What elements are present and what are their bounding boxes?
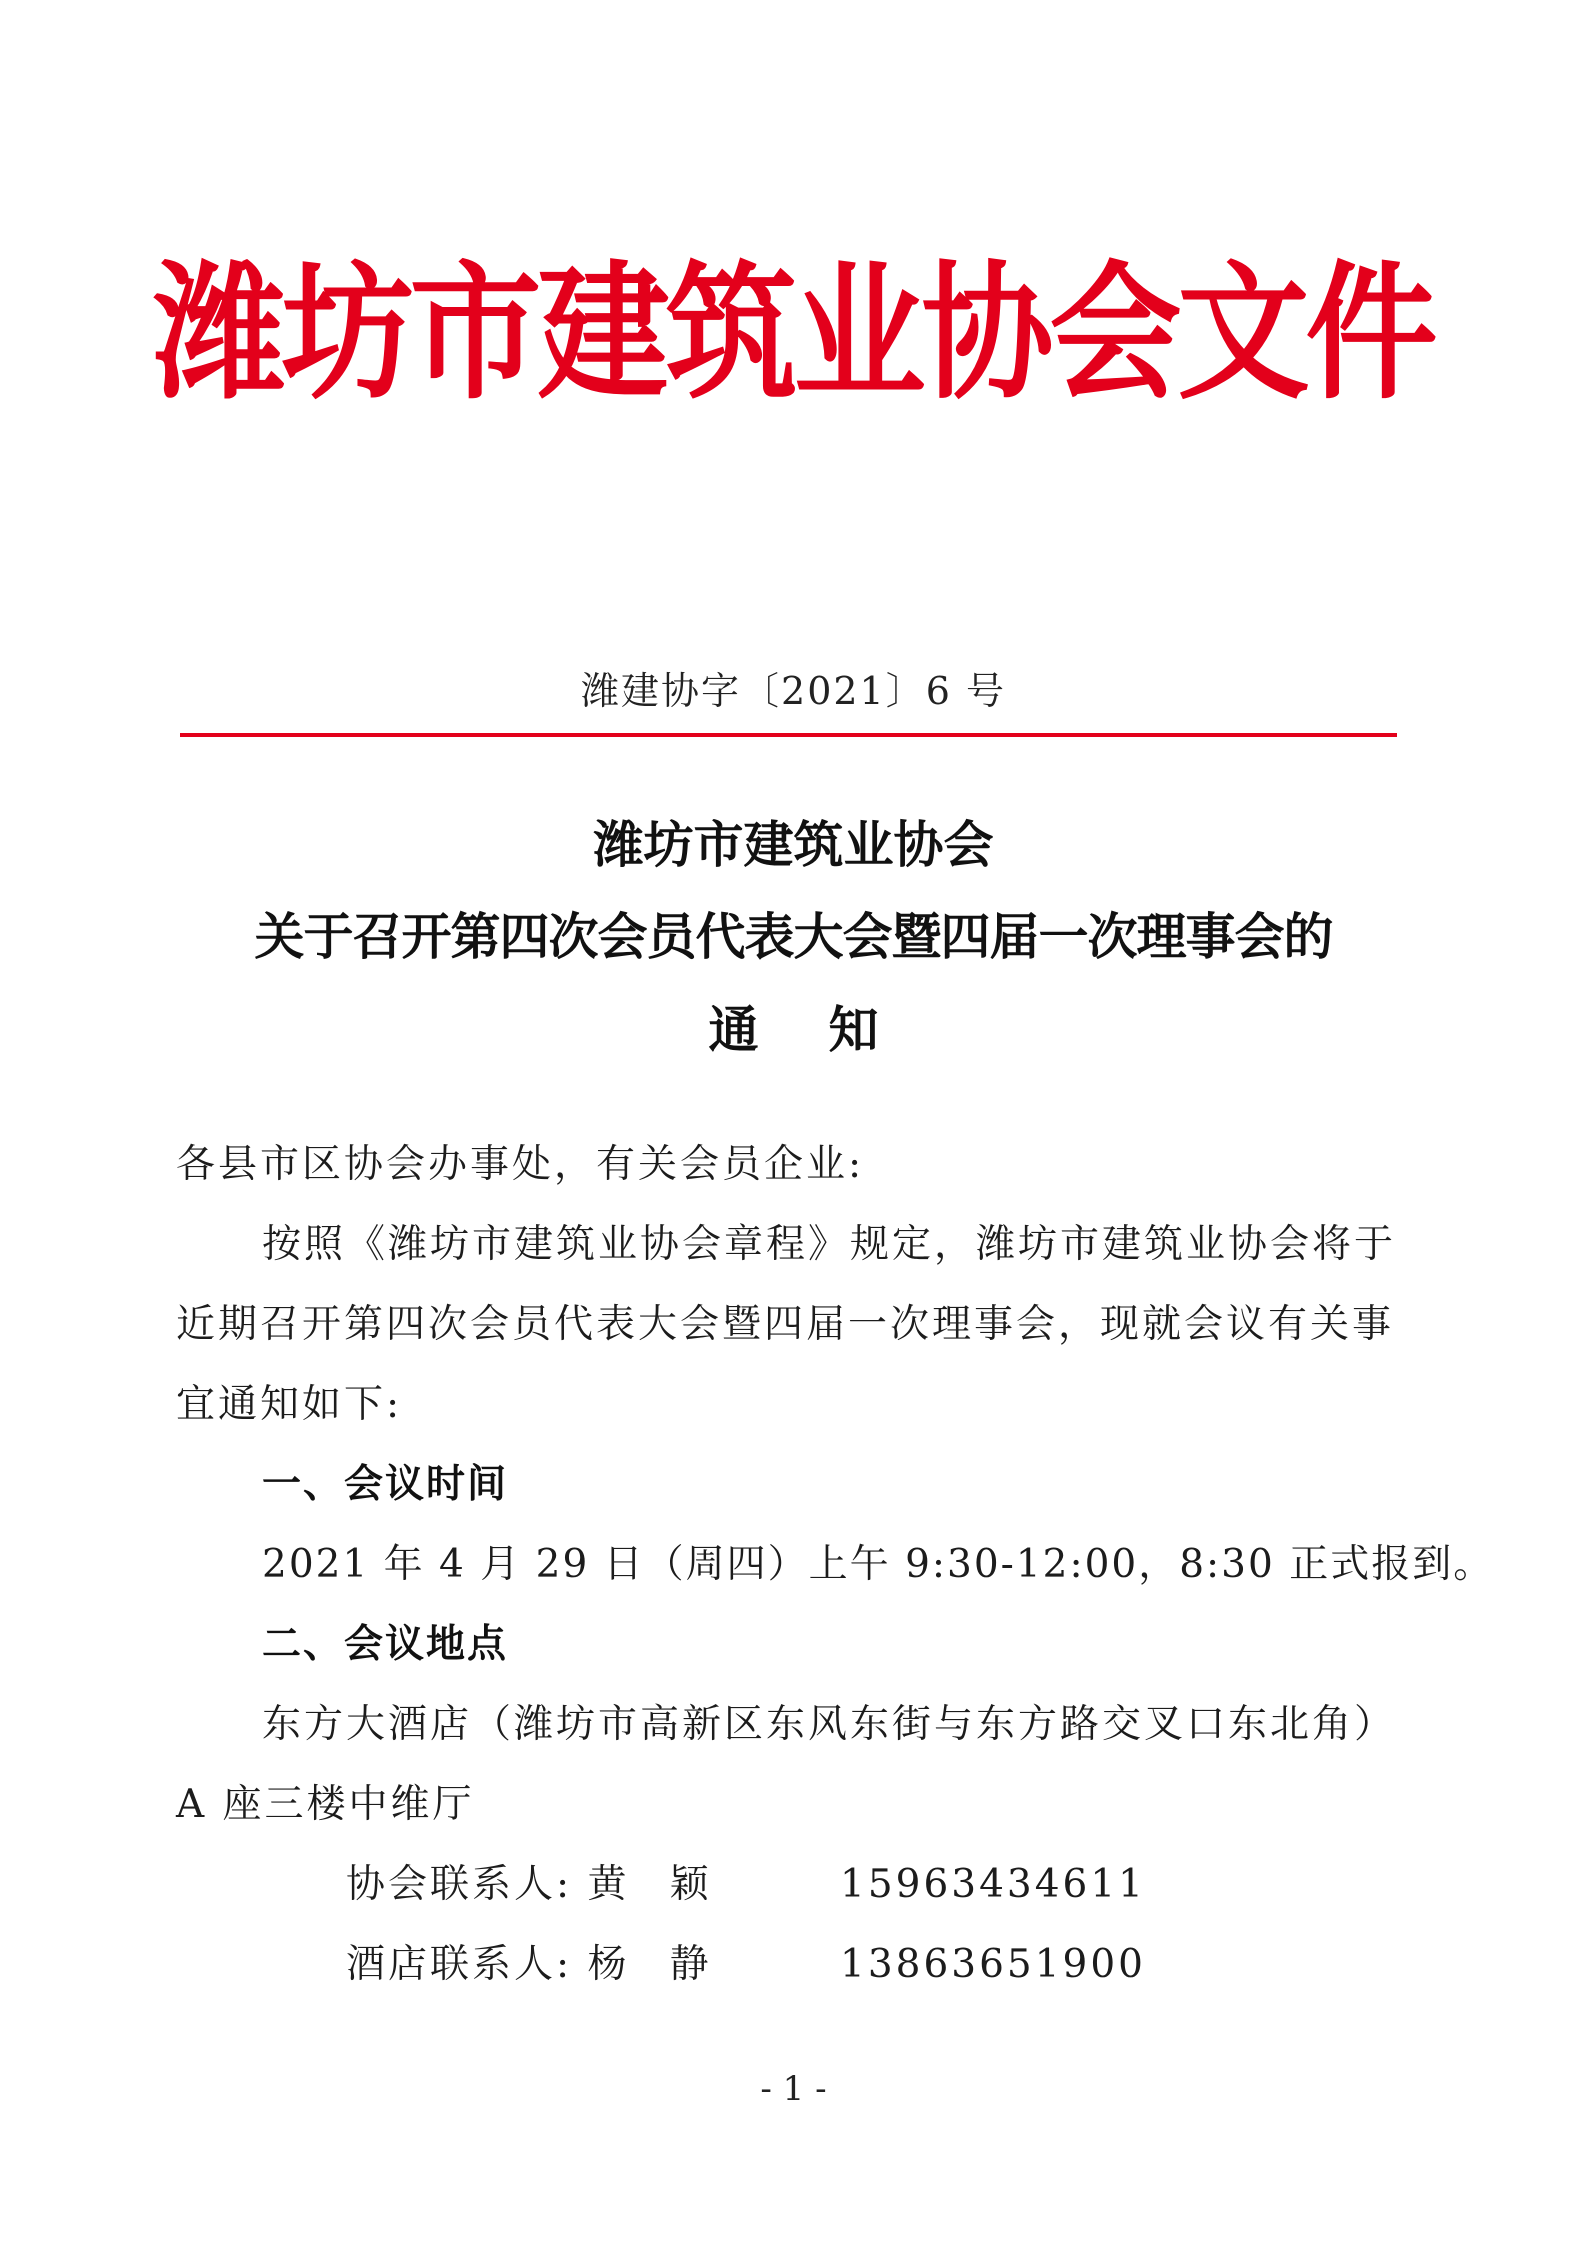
section-2-text-line-2: A 座三楼中维厅: [176, 1782, 475, 1827]
contact-row: [346, 1940, 712, 1990]
masthead-title: 潍坊市建筑业协会文件: [153, 247, 1434, 421]
title-line-3: [0, 1000, 1587, 1060]
intro-line-1: 按照《潍坊市建筑业协会章程》规定，潍坊市建筑业协会将于: [262, 1222, 1397, 1267]
salutation: 各县市区协会办事处，有关会员企业:: [176, 1142, 865, 1187]
contact-row: [346, 1860, 712, 1910]
contact-label: 酒店联系人:: [346, 1942, 573, 1987]
contact-phone: 15963434611: [840, 1862, 1146, 1907]
contact-phone: 13863651900: [840, 1942, 1146, 1987]
contact-name: 黄 颖: [587, 1862, 712, 1907]
title-line-1: 潍坊市建筑业协会: [593, 815, 994, 874]
section-1-heading: 一、会议时间: [262, 1462, 509, 1507]
contact-name: 杨 静: [587, 1942, 712, 1987]
title-char-zhi: 知: [828, 1000, 879, 1059]
section-1-text: 2021 年 4 月 29 日（周四）上午 9:30-12:00，8:30 正式报到。: [262, 1542, 1495, 1587]
intro-line-3: 宜通知如下:: [176, 1382, 403, 1427]
red-divider-line: [180, 733, 1397, 737]
title-char-tong: 通: [708, 1000, 759, 1059]
section-2-text-line-1: 东方大酒店（潍坊市高新区东风东街与东方路交叉口东北角）: [262, 1702, 1397, 1747]
section-2-heading: 二、会议地点: [262, 1622, 509, 1667]
contact-label: 协会联系人:: [346, 1862, 573, 1907]
page-number: - 1 -: [760, 2069, 827, 2109]
title-line-2: 关于召开第四次会员代表大会暨四届一次理事会的: [254, 907, 1333, 966]
intro-line-2: 近期召开第四次会员代表大会暨四届一次理事会，现就会议有关事: [176, 1302, 1395, 1347]
document-number: 潍建协字〔2021〕6 号: [581, 669, 1006, 713]
